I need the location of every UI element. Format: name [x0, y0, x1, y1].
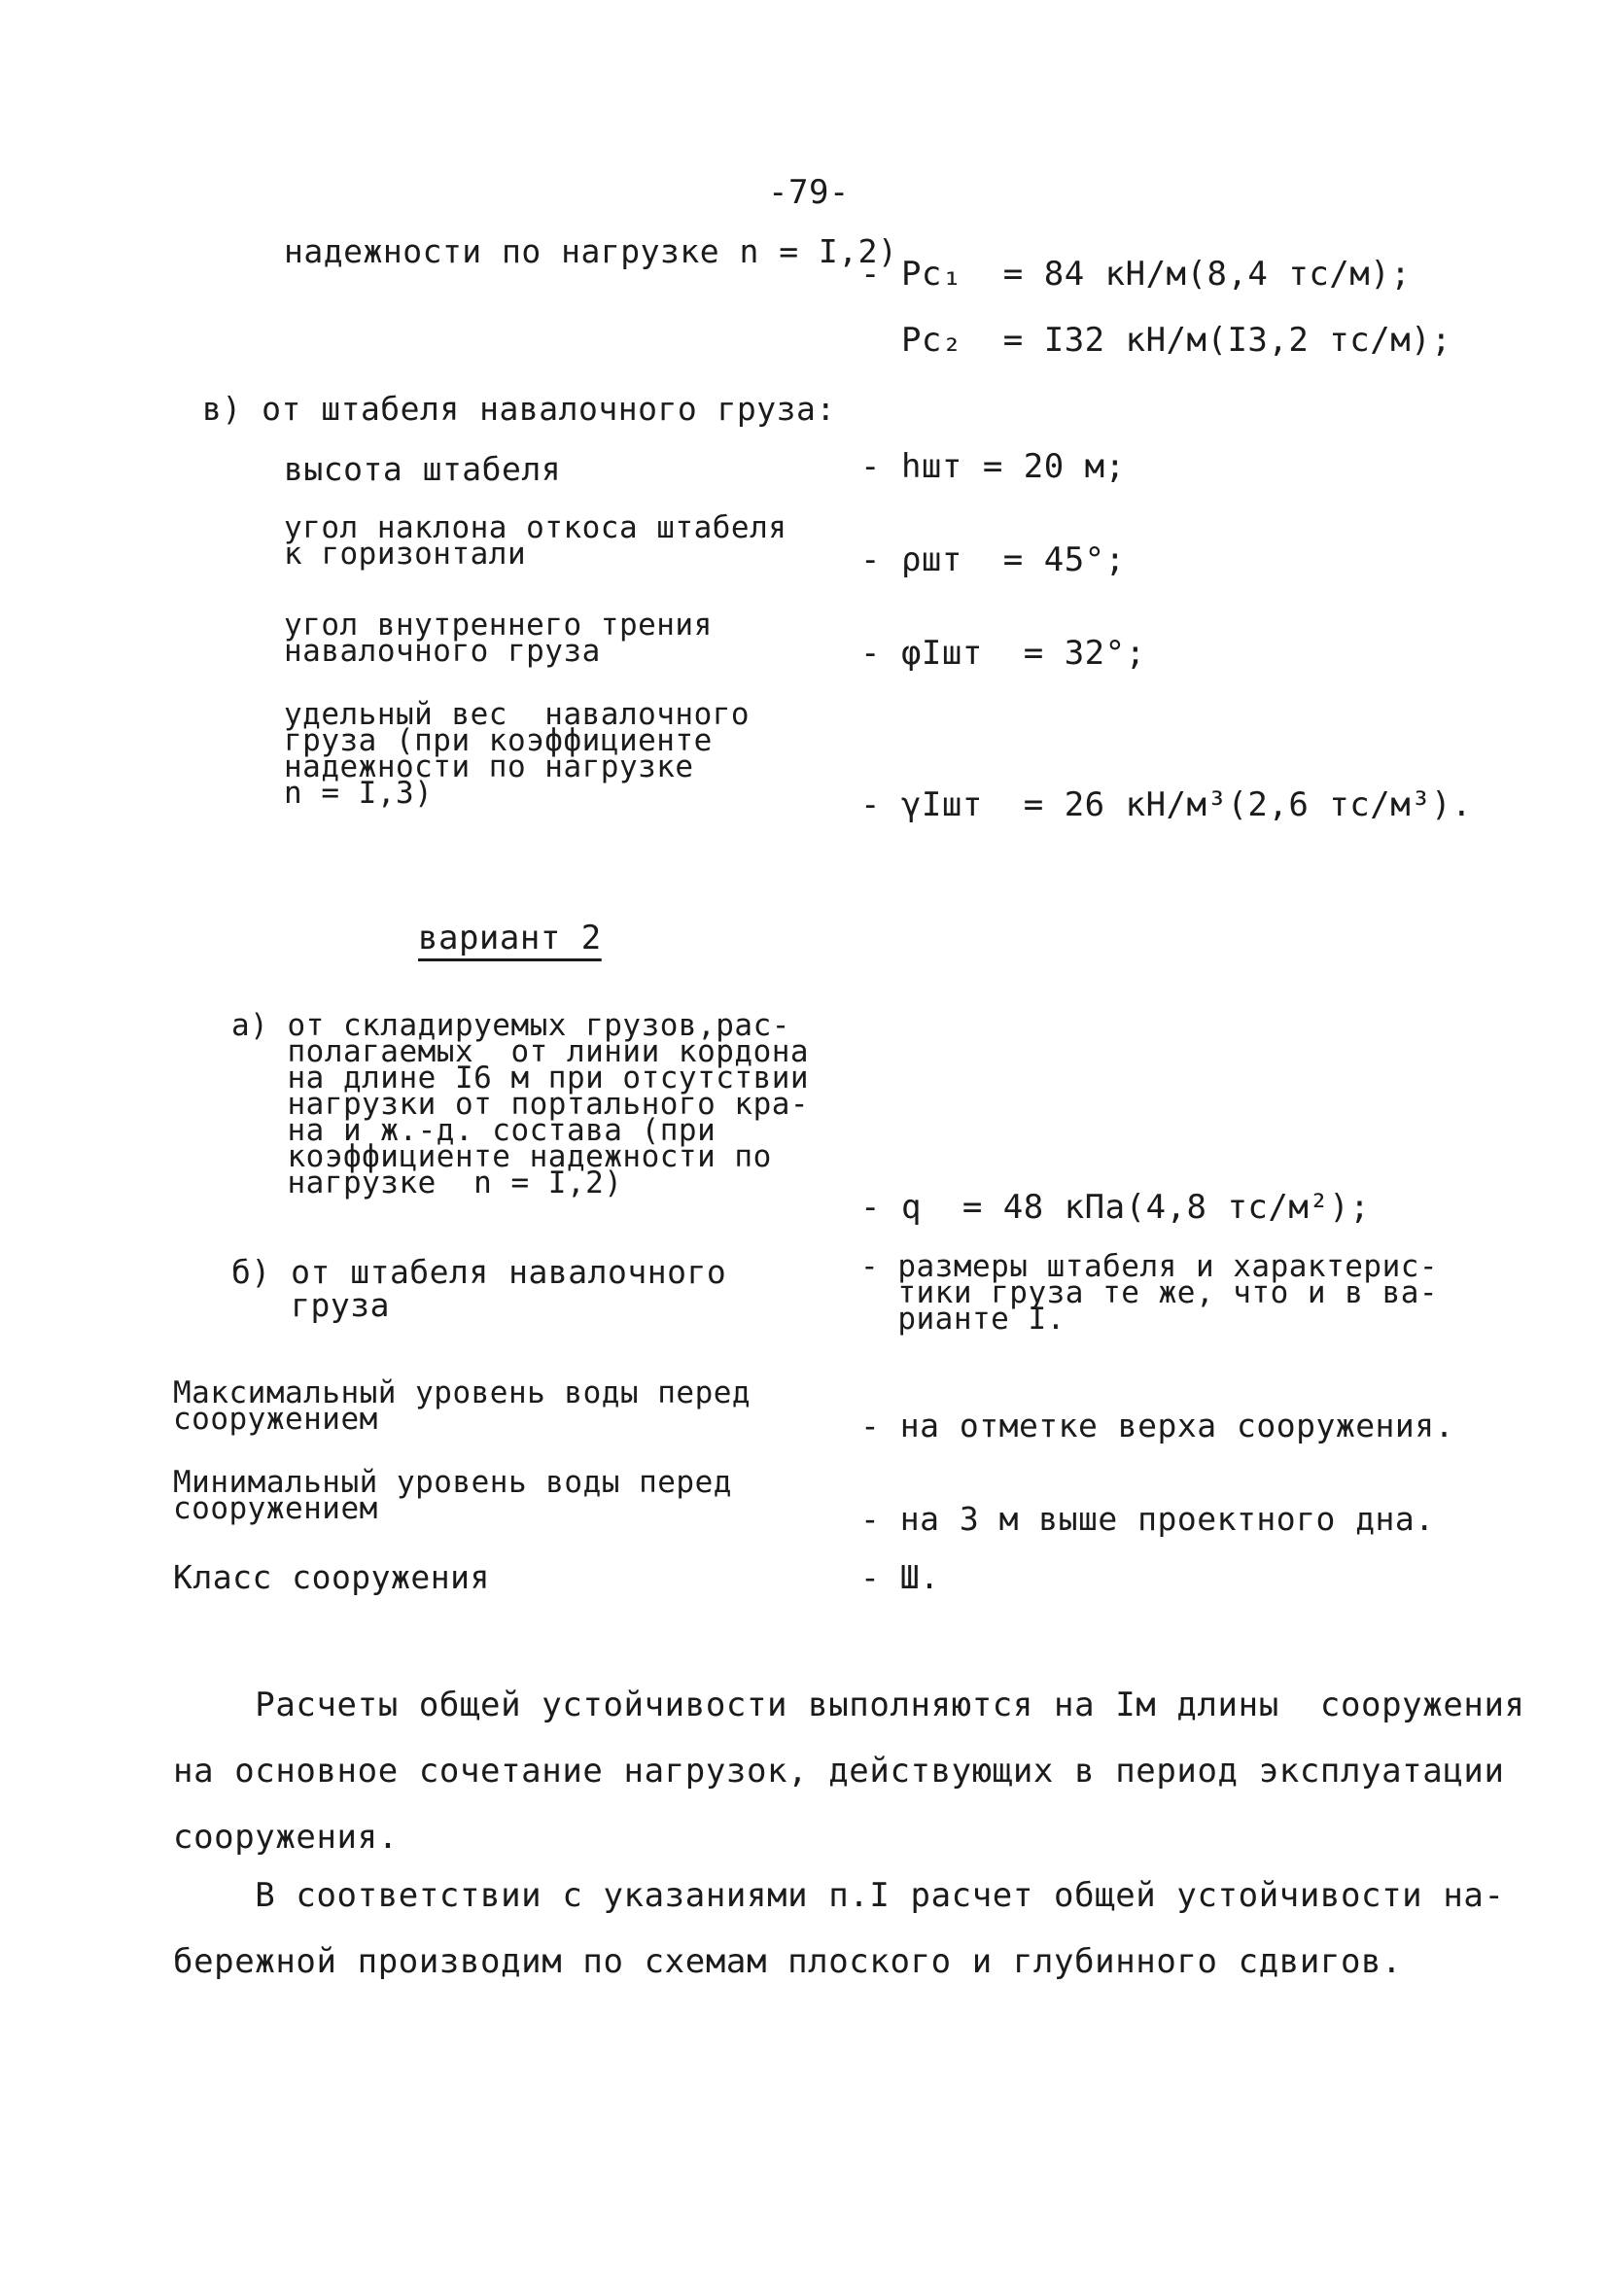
- max-water-level-label: Максимальный уровень воды перед сооружением: [173, 1375, 752, 1437]
- slope-angle-label: угол наклона откоса штабеля к горизонтали: [284, 510, 787, 572]
- max-water-level-value: - на отметке верха сооружения.: [860, 1407, 1455, 1444]
- unit-weight-value: - γIшт = 26 кН/м³(2,6 тс/м³).: [860, 785, 1473, 824]
- unit-weight-label: удельный вес навалочного груза (при коэффициенте надежности по нагрузке n = I,3): [284, 697, 751, 811]
- formula-pc2: Pc₂ = I32 кН/м(I3,2 тс/м);: [860, 321, 1452, 360]
- stack-height-value: - hшт = 20 м;: [860, 447, 1126, 486]
- page-number: -79-: [768, 173, 850, 212]
- formula-pc1: - Pc₁ = 84 кН/м(8,4 тс/м);: [860, 255, 1412, 294]
- structure-class-value: - Ш.: [860, 1558, 940, 1596]
- min-water-level-label: Минимальный уровень воды перед сооружением: [173, 1465, 732, 1526]
- variant-2-a-label: а) от складируемых грузов,рас- полагаемых от линии кордона на длине I6 м при отсутствии нагрузки от портального кра- на и ж.-д. состава (при коэффициенте надежности по нагрузке n = I,2): [231, 1008, 810, 1200]
- load-reliability-line: надежности по нагрузке n = I,2): [284, 232, 898, 270]
- variant-2-b-label: б) от штабеля навалочного груза: [231, 1253, 727, 1324]
- variant-2-a-value: - q = 48 кПа(4,8 тс/м²);: [860, 1188, 1371, 1227]
- friction-angle-value: - φIшт = 32°;: [860, 634, 1146, 673]
- min-water-level-value: - на 3 м выше проектного дна.: [860, 1500, 1435, 1538]
- slope-angle-value: - ρшт = 45°;: [860, 540, 1126, 579]
- variant-2-heading: вариант 2: [418, 919, 602, 957]
- stability-paragraph: Расчеты общей устойчивости выполняются на Iм длины сооружения на основное сочетание нагрузок, действующих в период эксплуатации сооружения.: [173, 1686, 1525, 1857]
- structure-class-label: Класс сооружения: [173, 1558, 490, 1596]
- variant-2-b-value: - размеры штабеля и характерис- тики груза те же, что и в ва- рианте I.: [860, 1249, 1439, 1337]
- section-v-heading: в) от штабеля навалочного груза:: [202, 390, 836, 428]
- friction-angle-label: угол внутреннего трения навалочного груза: [284, 608, 713, 669]
- stack-height-label: высота штабеля: [284, 450, 562, 488]
- method-paragraph: В соответствии с указаниями п.I расчет общей устойчивости на- бережной производим по схемам плоского и глубинного сдвигов.: [173, 1876, 1505, 1981]
